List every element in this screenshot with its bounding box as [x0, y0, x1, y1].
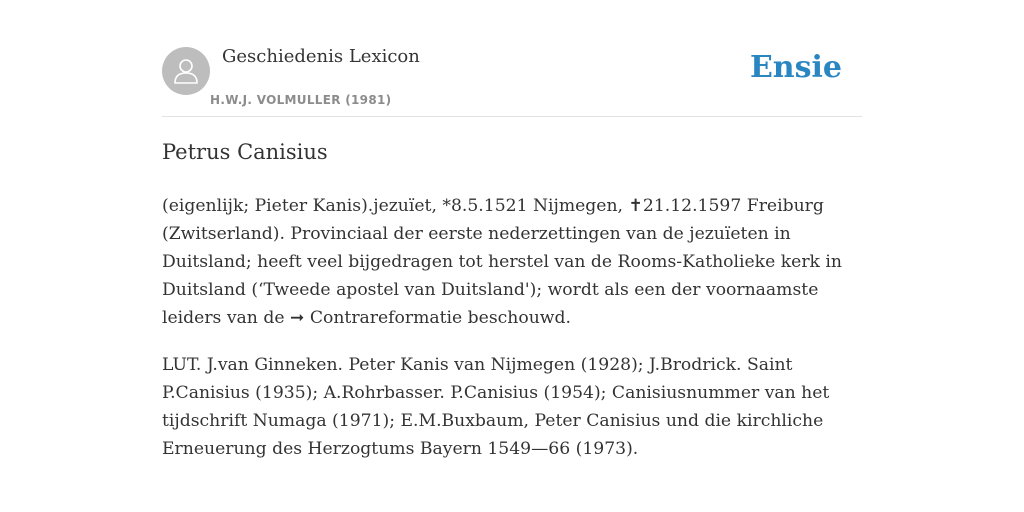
entry-title: Petrus Canisius — [162, 140, 328, 164]
literature-references: LUT. J.van Ginneken. Peter Kanis van Nijmegen (1928); J.Brodrick. Saint P.Canisius (1935); A.Rohrbasser. P.Canisius (1954); Canisiusnummer van het tijdschrift Numaga (1971); E.M.Buxbaum, Peter Canisius und die kirchliche Erneuerung des Herzogtums Bayern 1549—66 (1973). — [162, 355, 830, 459]
source-header — [162, 0, 862, 117]
description-part-1: (eigenlijk; Pieter Kanis).jezuïet, *8.5.1521 Nijmegen, — [162, 196, 629, 216]
arrow-right-icon: ➞ — [289, 308, 305, 328]
brand-logo[interactable]: Ensie — [749, 50, 842, 85]
description-part-3: beschouwd. — [462, 308, 571, 328]
source-title[interactable]: Geschiedenis Lexicon — [222, 46, 420, 67]
user-silhouette-icon — [171, 56, 201, 86]
avatar[interactable] — [162, 47, 210, 95]
page — [162, 0, 862, 459]
death-cross-icon: ✝ — [628, 196, 643, 216]
entry-description — [162, 192, 862, 332]
link-text: Contrareformatie — [304, 308, 463, 328]
contrareformatie-link[interactable] — [290, 308, 462, 328]
description-part-2: 21.12.1597 Freiburg (Zwitserland). Provinciaal der eerste nederzettingen van de jezuïeten in Duitsland; heeft veel bijgedragen tot herstel van de Rooms-Katholieke kerk in Duitsland (‘Tweede apostel van Duitsland'); wordt als een der voornaamste leiders van de — [162, 196, 842, 328]
source-author: H.W.J. VOLMULLER (1981) — [210, 93, 392, 107]
